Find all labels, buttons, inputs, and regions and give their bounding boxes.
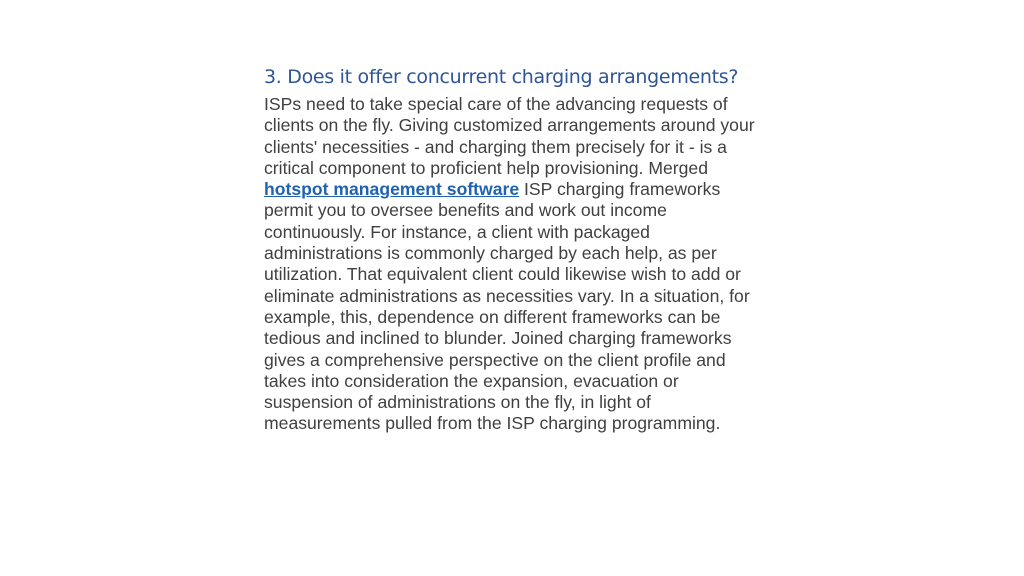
paragraph-text-after-link: ISP charging frameworks permit you to oversee benefits and work out income continuously. For instance, a client with packaged administrations is commonly charged by each help, as per utilization. That equivalent client could likewise wish to add or eliminate administrations as necessities vary. In a situation, for example, this, dependence on different frameworks can be tedious and inclined to blunder. Joined charging frameworks gives a comprehensive perspective on the client profile and takes into consideration the expansion, evacuation or suspension of administrations on the fly, in light of measurements pulled from the ISP charging programming. — [264, 179, 750, 434]
hotspot-management-software-link[interactable]: hotspot management software — [264, 179, 520, 200]
body-paragraph — [264, 94, 764, 435]
paragraph-text-before-link: ISPs need to take special care of the advancing requests of clients on the fly. Giving customized arrangements around your clients' necessities - and charging them precisely for it - is a critical component to proficient help provisioning. Merged — [264, 94, 755, 178]
section-heading: 3. Does it offer concurrent charging arrangements? — [264, 66, 739, 88]
content-block — [264, 61, 764, 435]
